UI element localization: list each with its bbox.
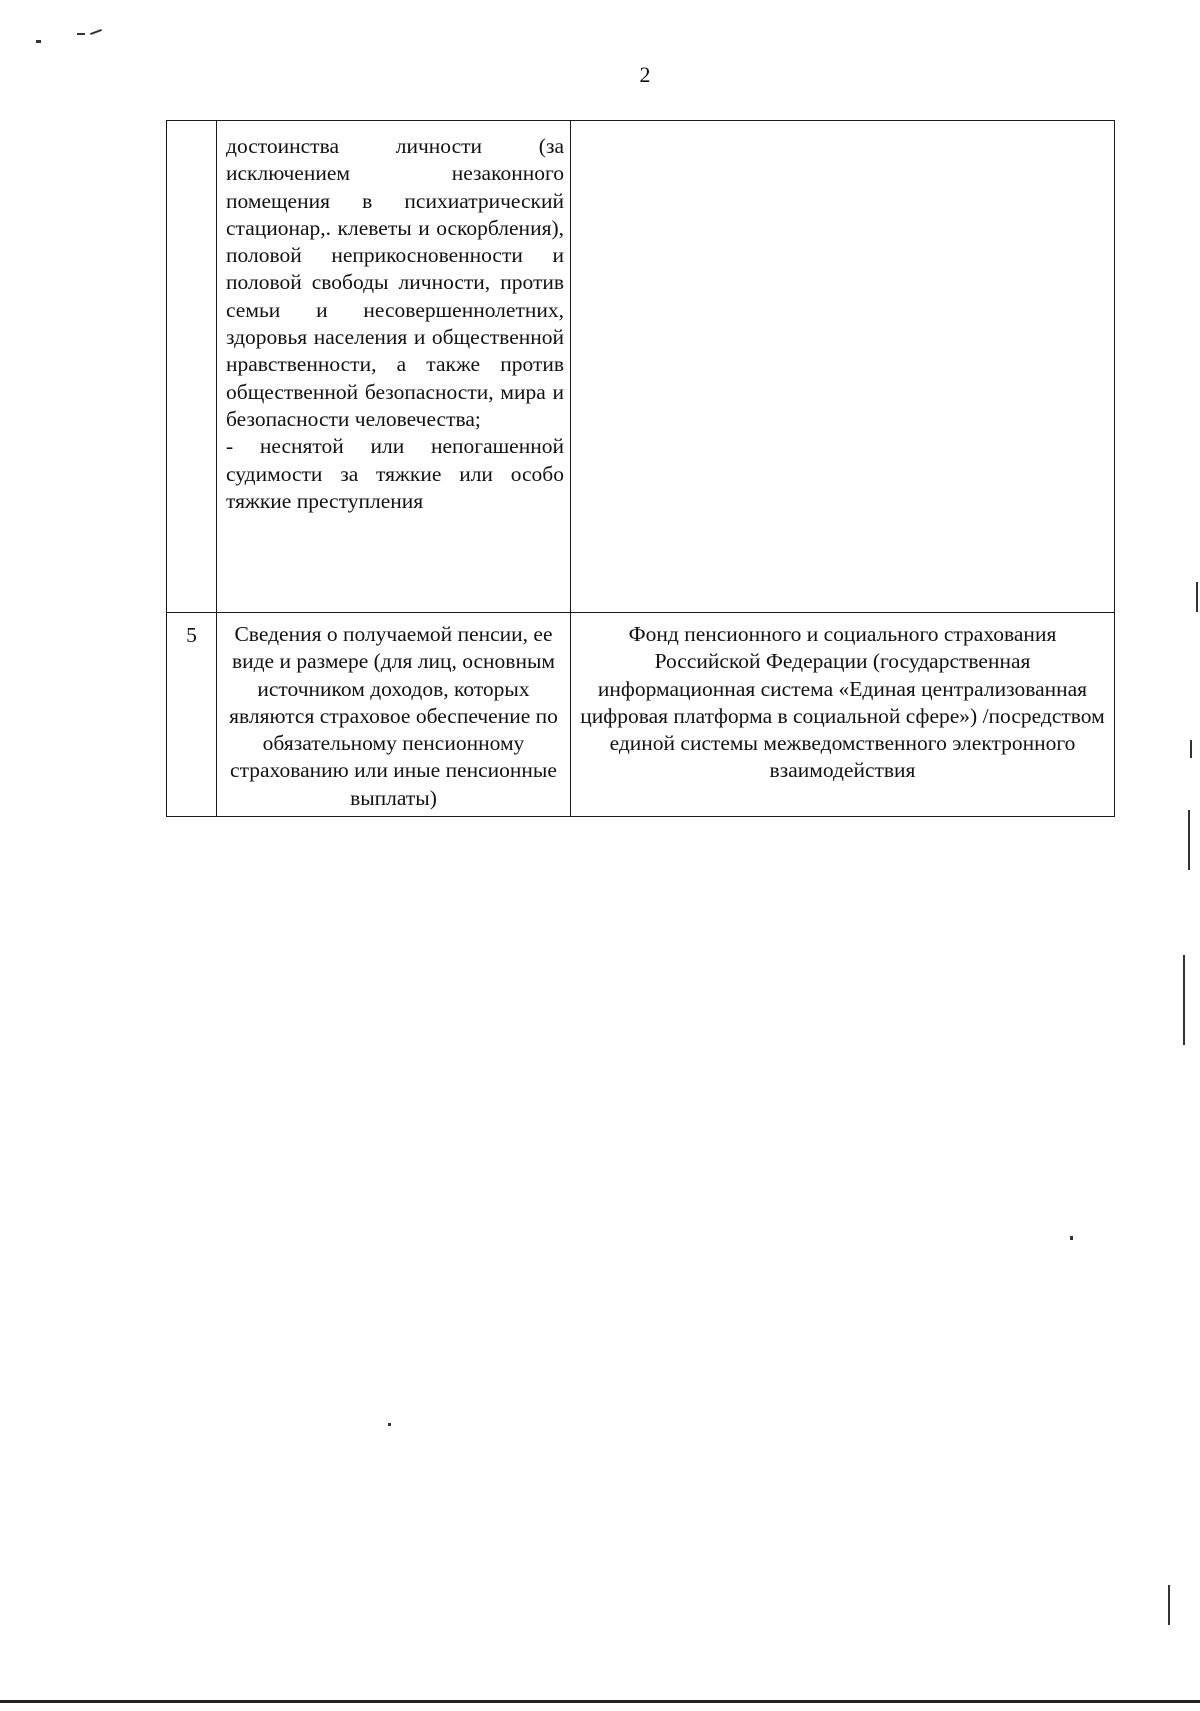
info-paragraph: достоинства личности (за исключением незаконного помещения в психиатрический стационар,. клеветы и оскорбления), половой неприкосновенности и половой свободы личности, против семьи и несовершеннолетних, здоровья населения и общественной нравственности, а также против общественной безопасности, мира и безопасности человечества;: [226, 134, 564, 431]
scan-bottom-edge: [0, 1700, 1200, 1703]
scan-speck: [1168, 1585, 1170, 1625]
scan-speck: [77, 33, 85, 35]
scan-speck: [90, 29, 102, 35]
scan-speck: [1188, 810, 1190, 870]
source-cell: Фонд пенсионного и социального страхования Российской Федерации (государственная информационная система «Единая централизованная цифровая платформа в социальной сфере») /посредством единой системы межведомственного электронного взаимодействия: [571, 613, 1115, 817]
scan-speck: [36, 40, 41, 43]
info-cell: Сведения о получаемой пенсии, ее виде и размере (для лиц, основным источником доходов, которых являются страховое обеспечение по обязательному пенсионному страхованию или иные пенсионные выплаты): [217, 613, 571, 817]
row-number-cell: [167, 121, 217, 613]
table-row: [167, 121, 1115, 613]
info-paragraph: - неснятой или непогашенной судимости за тяжкие или особо тяжкие преступления: [226, 434, 564, 513]
scan-speck: [1196, 582, 1198, 612]
row-number-cell: 5: [167, 613, 217, 817]
scan-speck: [1190, 740, 1192, 758]
info-cell: [217, 121, 571, 613]
source-cell: [571, 121, 1115, 613]
scan-speck: [1070, 1236, 1073, 1240]
requirements-table: [166, 120, 1115, 817]
scan-speck: [1183, 955, 1185, 1045]
scan-speck: [388, 1423, 391, 1426]
table-row: [167, 613, 1115, 817]
page-number: 2: [639, 62, 651, 87]
